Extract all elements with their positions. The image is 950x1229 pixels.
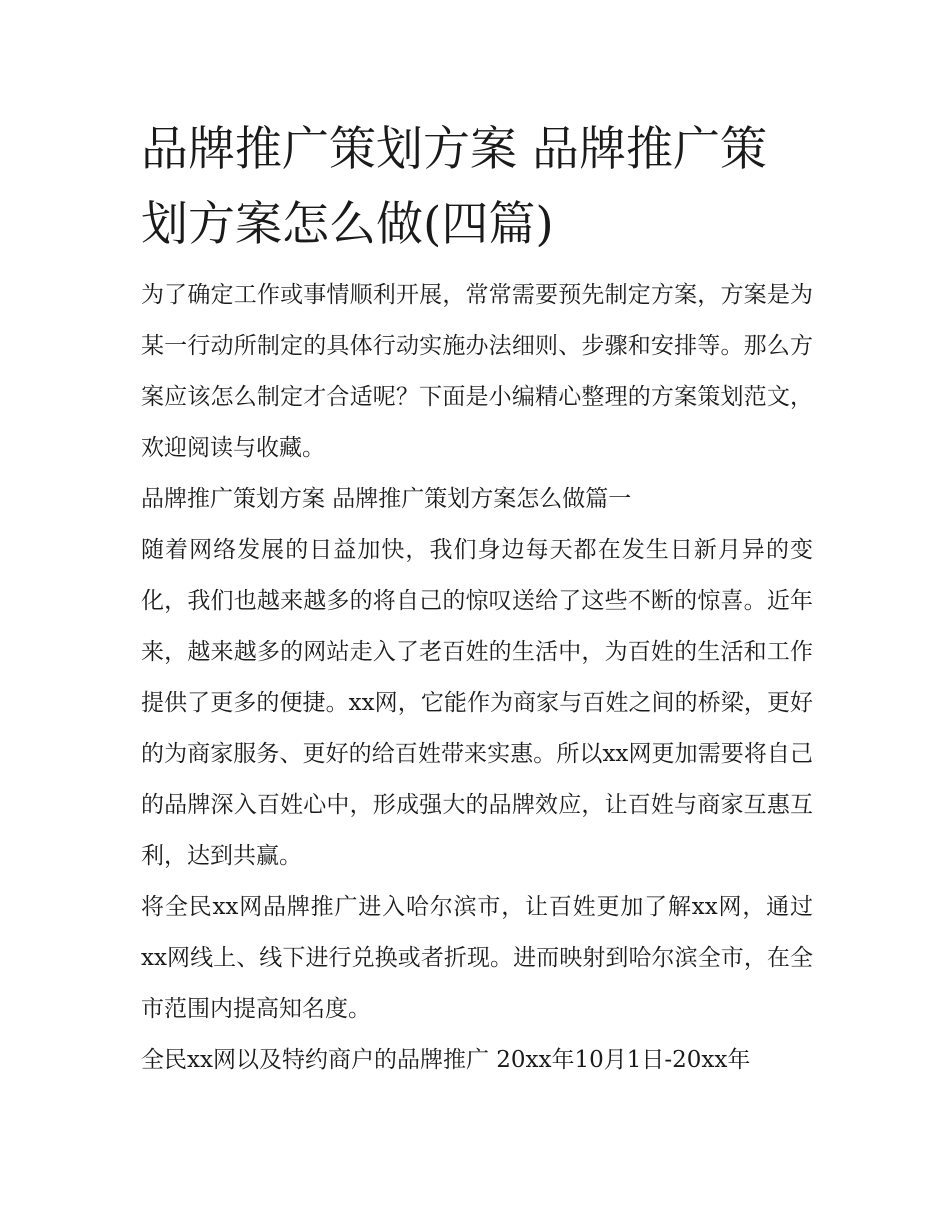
intro-paragraph: 为了确定工作或事情顺利开展，常常需要预先制定方案，方案是为某一行动所制定的具体行动实施办法细则、步骤和安排等。那么方案应该怎么制定才合适呢？下面是小编精心整理的方案策划范文，欢迎阅读与收藏。 <box>141 282 813 461</box>
document-body <box>141 112 813 1086</box>
body-paragraph-2: 将全民xx网品牌推广进入哈尔滨市，让百姓更加了解xx网，通过xx网线上、线下进行兑换或者折现。进而映射到哈尔滨全市，在全市范围内提高知名度。 <box>141 894 813 1022</box>
body-paragraph-1: 随着网络发展的日益加快，我们身边每天都在发生日新月异的变化，我们也越来越多的将自己的惊叹送给了这些不断的惊喜。近年来，越来越多的网站走入了老百姓的生活中，为百姓的生活和工作提供了更多的便捷。xx网，它能作为商家与百姓之间的桥梁，更好的为商家服务、更好的给百姓带来实惠。所以xx网更加需要将自己的品牌深入百姓心中，形成强大的品牌效应，让百姓与商家互惠互利，达到共赢。 <box>141 537 813 869</box>
section-heading: 品牌推广策划方案 品牌推广策划方案怎么做篇一 <box>141 486 632 512</box>
document-title: 品牌推广策划方案 品牌推广策划方案怎么做(四篇) <box>141 122 767 252</box>
body-paragraph-3: 全民xx网以及特约商户的品牌推广 20xx年10月1日-20xx年 <box>141 1047 751 1073</box>
